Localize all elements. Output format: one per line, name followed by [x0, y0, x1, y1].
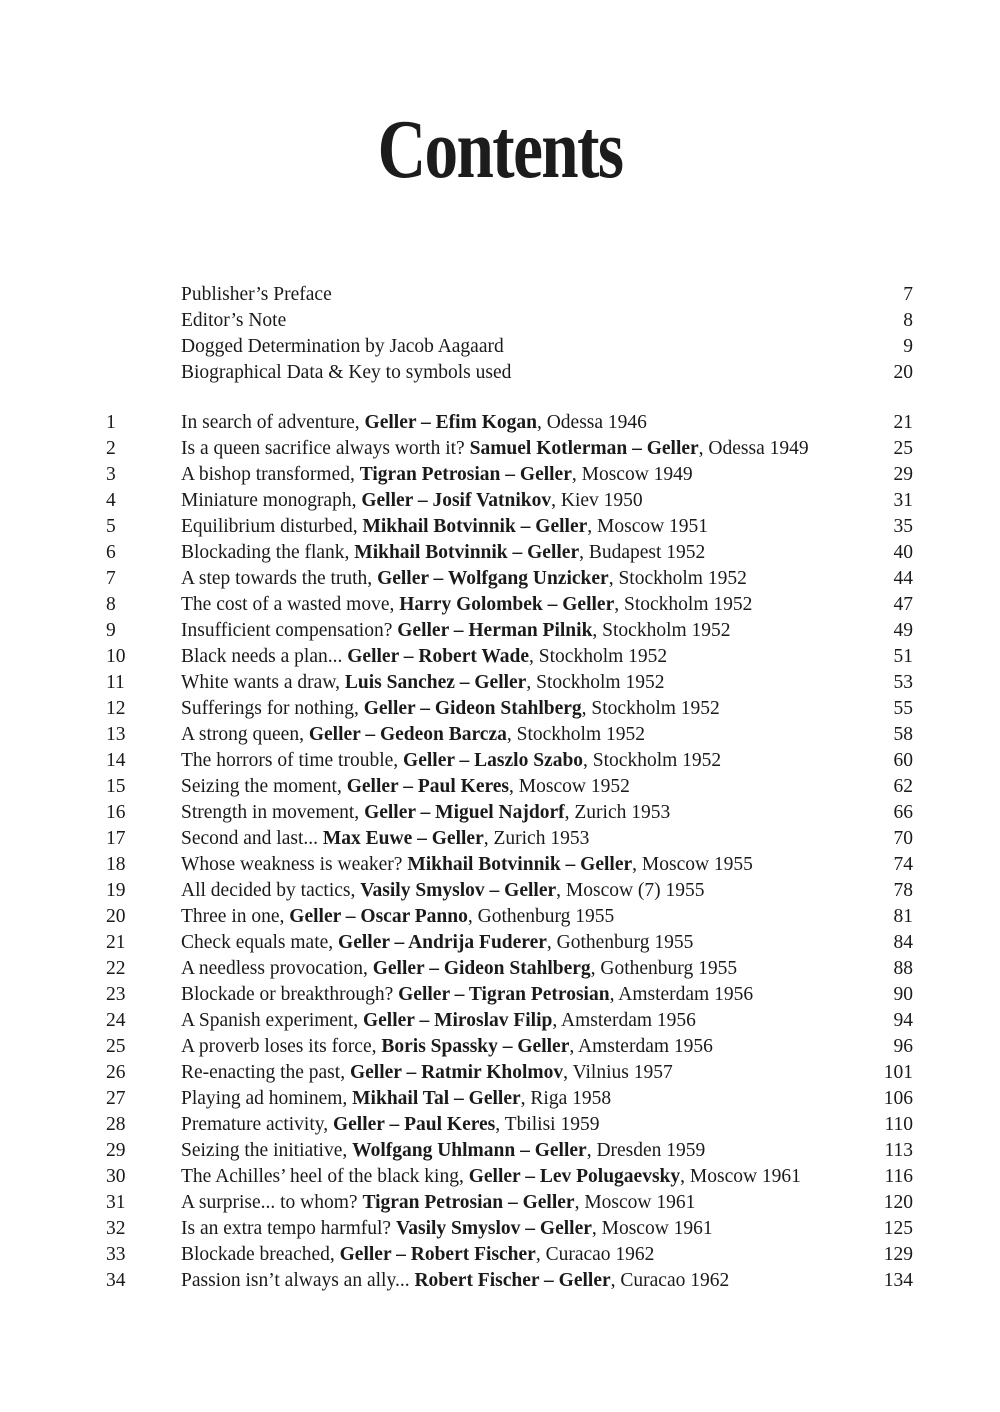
game-number: 17 [106, 828, 126, 849]
game-venue-year: , Kiev 1950 [551, 490, 643, 511]
game-page-number: 90 [893, 984, 913, 1005]
game-title-text: Black needs a plan... [181, 646, 348, 667]
page-title: Contents [377, 103, 623, 196]
toc-entry-title: Editor’s Note [181, 310, 287, 331]
toc-game-entry [0, 540, 1000, 566]
game-players: Mikhail Botvinnik – Geller [407, 854, 633, 875]
game-players: Max Euwe – Geller [322, 828, 484, 849]
toc-entry-page-number: 20 [893, 362, 913, 383]
game-players: Robert Fischer – Geller [414, 1270, 611, 1291]
game-players: Geller – Laszlo Szabo [403, 750, 584, 771]
game-venue-year: , Stockholm 1952 [614, 594, 753, 615]
game-title-text: The Achilles’ heel of the black king, [181, 1166, 469, 1187]
game-players: Geller – Robert Fischer [339, 1244, 536, 1265]
toc-game-entry [0, 1112, 1000, 1138]
game-players: Vasily Smyslov – Geller [360, 880, 557, 901]
game-title [181, 618, 731, 644]
game-title-text: Passion isn’t always an ally... [181, 1270, 415, 1291]
game-title [181, 644, 667, 670]
game-title [181, 1190, 695, 1216]
toc-game-entry [0, 566, 1000, 592]
game-number: 18 [106, 854, 126, 875]
game-number: 19 [106, 880, 126, 901]
game-players: Geller – Gideon Stahlberg [372, 958, 591, 979]
game-number: 1 [106, 412, 116, 433]
game-page-number: 113 [884, 1140, 913, 1161]
game-title-text: The horrors of time trouble, [181, 750, 404, 771]
game-title-text: Is an extra tempo harmful? [181, 1218, 396, 1239]
toc-game-entry [0, 1008, 1000, 1034]
game-venue-year: , Stockholm 1952 [583, 750, 722, 771]
game-number: 12 [106, 698, 126, 719]
game-title [181, 774, 630, 800]
game-title-text: Whose weakness is weaker? [181, 854, 408, 875]
game-venue-year: , Curacao 1962 [610, 1270, 730, 1291]
toc-entry-title: Publisher’s Preface [181, 284, 332, 305]
game-title-text: A Spanish experiment, [181, 1010, 363, 1031]
toc-game-entry [0, 904, 1000, 930]
game-title [181, 1164, 801, 1190]
game-title-text: Equilibrium disturbed, [181, 516, 363, 537]
game-title [181, 1112, 599, 1138]
game-title-text: Second and last... [181, 828, 323, 849]
game-title-text: A strong queen, [181, 724, 309, 745]
toc-game-entry [0, 618, 1000, 644]
section-gap [0, 386, 1000, 410]
game-page-number: 58 [893, 724, 913, 745]
toc-game-entry [0, 1086, 1000, 1112]
toc-game-entry [0, 930, 1000, 956]
game-number: 10 [106, 646, 126, 667]
game-title-text: Blockade or breakthrough? [181, 984, 399, 1005]
game-venue-year: , Stockholm 1952 [592, 620, 731, 641]
toc-game-entry [0, 956, 1000, 982]
game-title-text: A surprise... to whom? [181, 1192, 363, 1213]
game-title-text: White wants a draw, [181, 672, 345, 693]
game-title [181, 930, 693, 956]
game-title [181, 1086, 611, 1112]
game-title-text: Blockade breached, [181, 1244, 340, 1265]
toc-game-entry [0, 800, 1000, 826]
game-title [181, 956, 737, 982]
game-venue-year: , Zurich 1953 [564, 802, 671, 823]
game-title-text: Seizing the moment, [181, 776, 347, 797]
game-title-text: Insufficient compensation? [181, 620, 398, 641]
game-players: Samuel Kotlerman – Geller [469, 438, 699, 459]
game-venue-year: , Gothenburg 1955 [467, 906, 615, 927]
game-number: 22 [106, 958, 126, 979]
game-title-text: Premature activity, [181, 1114, 333, 1135]
game-venue-year: , Curacao 1962 [535, 1244, 655, 1265]
game-page-number: 101 [883, 1062, 913, 1083]
game-number: 26 [106, 1062, 126, 1083]
game-players: Geller – Lev Polugaevsky [468, 1166, 681, 1187]
game-title [181, 514, 708, 540]
game-venue-year: , Moscow 1961 [574, 1192, 696, 1213]
game-venue-year: , Riga 1958 [520, 1088, 612, 1109]
game-players: Geller – Ratmir Kholmov [349, 1062, 564, 1083]
toc-game-entry [0, 514, 1000, 540]
game-title-text: Playing ad hominem, [181, 1088, 353, 1109]
game-number: 3 [106, 464, 116, 485]
toc-game-entry [0, 826, 1000, 852]
game-players: Wolfgang Uhlmann – Geller [352, 1140, 587, 1161]
game-title [181, 436, 809, 462]
game-venue-year: , Budapest 1952 [579, 542, 706, 563]
game-number: 11 [106, 672, 125, 693]
game-page-number: 49 [893, 620, 913, 641]
game-title [181, 800, 670, 826]
game-number: 28 [106, 1114, 126, 1135]
game-players: Boris Spassky – Geller [381, 1036, 570, 1057]
game-venue-year: , Zurich 1953 [483, 828, 590, 849]
game-number: 29 [106, 1140, 126, 1161]
game-page-number: 25 [893, 438, 913, 459]
game-players: Mikhail Botvinnik – Geller [362, 516, 588, 537]
game-page-number: 29 [893, 464, 913, 485]
game-title-text: Miniature monograph, [181, 490, 362, 511]
toc-game-entry [0, 410, 1000, 436]
toc-entry-title: Biographical Data & Key to symbols used [181, 362, 512, 383]
game-title-text: Check equals mate, [181, 932, 339, 953]
game-number: 14 [106, 750, 126, 771]
game-title-text: Three in one, [181, 906, 290, 927]
game-players: Tigran Petrosian – Geller [362, 1192, 575, 1213]
game-page-number: 21 [893, 412, 913, 433]
game-players: Luis Sanchez – Geller [344, 672, 527, 693]
toc-game-entry [0, 1242, 1000, 1268]
toc-game-entry [0, 774, 1000, 800]
game-number: 27 [106, 1088, 126, 1109]
game-page-number: 84 [893, 932, 913, 953]
game-number: 9 [106, 620, 116, 641]
toc-game-entry [0, 696, 1000, 722]
toc-game-entry [0, 488, 1000, 514]
game-venue-year: , Moscow 1949 [571, 464, 693, 485]
game-page-number: 40 [893, 542, 913, 563]
game-title [181, 1242, 654, 1268]
game-title [181, 1008, 696, 1034]
toc-entry [0, 360, 1000, 386]
game-venue-year: , Tbilisi 1959 [495, 1114, 600, 1135]
game-title [181, 878, 705, 904]
game-page-number: 51 [893, 646, 913, 667]
game-page-number: 70 [893, 828, 913, 849]
game-title-text: Sufferings for nothing, [181, 698, 364, 719]
game-title-text: A step towards the truth, [181, 568, 378, 589]
game-venue-year: , Amsterdam 1956 [552, 1010, 696, 1031]
game-title [181, 1268, 729, 1294]
toc-game-entry [0, 852, 1000, 878]
game-page-number: 47 [893, 594, 913, 615]
game-title-text: Is a queen sacrifice always worth it? [181, 438, 470, 459]
game-venue-year: , Stockholm 1952 [506, 724, 645, 745]
game-page-number: 116 [884, 1166, 913, 1187]
game-title-text: Re-enacting the past, [181, 1062, 350, 1083]
game-venue-year: , Stockholm 1952 [529, 646, 668, 667]
game-players: Mikhail Botvinnik – Geller [354, 542, 580, 563]
game-players: Geller – Tigran Petrosian [398, 984, 610, 1005]
game-title [181, 904, 614, 930]
game-title-text: In search of adventure, [181, 412, 365, 433]
game-players: Geller – Miroslav Filip [362, 1010, 553, 1031]
game-players: Geller – Paul Keres [332, 1114, 496, 1135]
game-title [181, 592, 752, 618]
game-title [181, 722, 645, 748]
game-page-number: 60 [893, 750, 913, 771]
game-title [181, 488, 643, 514]
game-venue-year: , Amsterdam 1956 [609, 984, 754, 1005]
game-title [181, 852, 753, 878]
game-title [181, 1216, 713, 1242]
toc-game-entry [0, 1216, 1000, 1242]
game-number: 23 [106, 984, 126, 1005]
game-venue-year: , Odessa 1946 [536, 412, 647, 433]
toc-game-entry [0, 462, 1000, 488]
game-title [181, 462, 693, 488]
game-title [181, 982, 753, 1008]
game-page-number: 125 [883, 1218, 913, 1239]
game-page-number: 134 [883, 1270, 913, 1291]
toc-entry [0, 334, 1000, 360]
toc-game-entry [0, 1164, 1000, 1190]
front-matter-list [0, 282, 1000, 386]
game-number: 21 [106, 932, 126, 953]
game-page-number: 120 [883, 1192, 913, 1213]
game-number: 33 [106, 1244, 126, 1265]
game-players: Geller – Josif Vatnikov [361, 490, 552, 511]
game-venue-year: , Stockholm 1952 [581, 698, 720, 719]
game-venue-year: , Stockholm 1952 [526, 672, 665, 693]
game-number: 25 [106, 1036, 126, 1057]
toc-game-entry [0, 1190, 1000, 1216]
game-players: Geller – Wolfgang Unzicker [377, 568, 609, 589]
game-players: Geller – Efim Kogan [364, 412, 537, 433]
game-title [181, 748, 721, 774]
toc-game-entry [0, 1060, 1000, 1086]
game-venue-year: , Moscow 1961 [591, 1218, 713, 1239]
game-title [181, 670, 664, 696]
toc-game-entry [0, 1138, 1000, 1164]
game-number: 8 [106, 594, 116, 615]
game-title [181, 1034, 713, 1060]
game-venue-year: , Moscow 1952 [509, 776, 630, 797]
game-title-text: Blockading the flank, [181, 542, 355, 563]
game-title [181, 826, 589, 852]
game-players: Vasily Smyslov – Geller [395, 1218, 592, 1239]
game-number: 20 [106, 906, 126, 927]
game-venue-year: , Moscow 1955 [632, 854, 753, 875]
toc-game-entry [0, 644, 1000, 670]
game-title [181, 566, 747, 592]
game-players: Harry Golombek – Geller [399, 594, 615, 615]
game-page-number: 94 [893, 1010, 913, 1031]
game-title-text: All decided by tactics, [181, 880, 361, 901]
toc-entry-page-number: 7 [903, 284, 913, 305]
toc-game-entry [0, 722, 1000, 748]
game-page-number: 62 [893, 776, 913, 797]
toc-entry-page-number: 8 [903, 310, 913, 331]
game-page-number: 53 [893, 672, 913, 693]
game-venue-year: , Gothenburg 1955 [546, 932, 694, 953]
toc-entry [0, 282, 1000, 308]
game-title [181, 410, 647, 436]
game-title-text: A needless provocation, [181, 958, 373, 979]
game-players: Geller – Oscar Panno [289, 906, 468, 927]
game-page-number: 129 [883, 1244, 913, 1265]
game-number: 16 [106, 802, 126, 823]
game-title [181, 1138, 705, 1164]
game-number: 6 [106, 542, 116, 563]
toc-game-entry [0, 748, 1000, 774]
toc-game-entry [0, 436, 1000, 462]
game-title [181, 696, 720, 722]
game-page-number: 78 [893, 880, 913, 901]
toc-game-entry [0, 1268, 1000, 1294]
game-page-number: 74 [893, 854, 913, 875]
game-number: 15 [106, 776, 126, 797]
game-page-number: 35 [893, 516, 913, 537]
game-venue-year: , Dresden 1959 [586, 1140, 706, 1161]
game-venue-year: , Vilnius 1957 [563, 1062, 673, 1083]
game-title [181, 540, 705, 566]
game-page-number: 31 [893, 490, 913, 511]
game-venue-year: , Gothenburg 1955 [590, 958, 738, 979]
game-number: 2 [106, 438, 116, 459]
game-page-number: 66 [893, 802, 913, 823]
game-venue-year: , Moscow 1961 [680, 1166, 801, 1187]
game-venue-year: , Amsterdam 1956 [569, 1036, 713, 1057]
game-players: Geller – Paul Keres [346, 776, 510, 797]
game-page-number: 88 [893, 958, 913, 979]
game-title [181, 1060, 673, 1086]
game-players: Geller – Herman Pilnik [397, 620, 593, 641]
game-page-number: 81 [893, 906, 913, 927]
game-venue-year: , Moscow 1951 [587, 516, 709, 537]
game-players: Geller – Andrija Fuderer [338, 932, 547, 953]
game-number: 31 [106, 1192, 126, 1213]
toc-game-entry [0, 592, 1000, 618]
game-page-number: 44 [893, 568, 913, 589]
game-venue-year: , Odessa 1949 [698, 438, 809, 459]
toc-game-entry [0, 670, 1000, 696]
game-number: 4 [106, 490, 116, 511]
game-title-text: A proverb loses its force, [181, 1036, 382, 1057]
game-page-number: 110 [884, 1114, 913, 1135]
game-number: 5 [106, 516, 116, 537]
game-number: 30 [106, 1166, 126, 1187]
toc-entry [0, 308, 1000, 334]
game-players: Tigran Petrosian – Geller [359, 464, 572, 485]
game-number: 24 [106, 1010, 126, 1031]
game-title-text: Seizing the initiative, [181, 1140, 353, 1161]
toc-game-entry [0, 982, 1000, 1008]
game-page-number: 106 [883, 1088, 913, 1109]
game-players: Geller – Miguel Najdorf [364, 802, 565, 823]
table-of-contents [0, 282, 1000, 1294]
game-page-number: 96 [893, 1036, 913, 1057]
toc-game-entry [0, 1034, 1000, 1060]
game-page-number: 55 [893, 698, 913, 719]
games-list [0, 410, 1000, 1294]
game-players: Geller – Robert Wade [347, 646, 530, 667]
game-title-text: The cost of a wasted move, [181, 594, 400, 615]
game-players: Mikhail Tal – Geller [352, 1088, 521, 1109]
game-players: Geller – Gideon Stahlberg [363, 698, 582, 719]
toc-entry-title: Dogged Determination by Jacob Aagaard [181, 336, 504, 357]
game-venue-year: , Stockholm 1952 [608, 568, 747, 589]
game-number: 32 [106, 1218, 126, 1239]
game-title-text: Strength in movement, [181, 802, 365, 823]
game-number: 34 [106, 1270, 126, 1291]
game-title-text: A bishop transformed, [181, 464, 360, 485]
toc-game-entry [0, 878, 1000, 904]
game-number: 7 [106, 568, 116, 589]
game-number: 13 [106, 724, 126, 745]
toc-entry-page-number: 9 [903, 336, 913, 357]
game-venue-year: , Moscow (7) 1955 [556, 880, 705, 901]
game-players: Geller – Gedeon Barcza [308, 724, 507, 745]
